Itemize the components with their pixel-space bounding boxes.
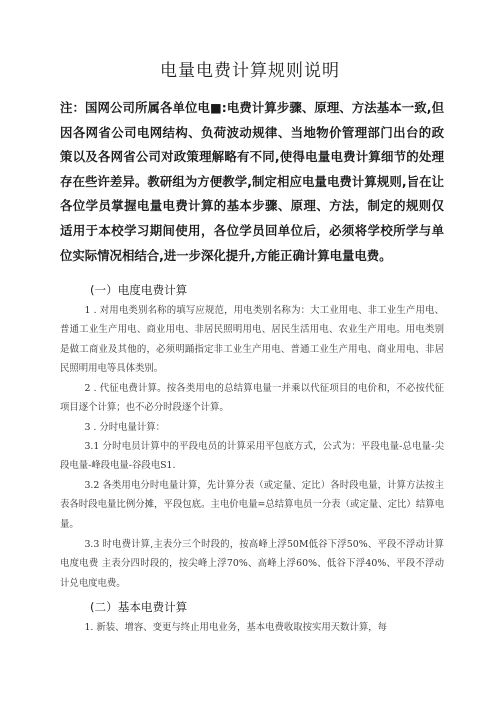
- section-heading-energy-fee: (一）电度电费计算: [90, 283, 188, 297]
- intro-note: 注：国网公司所属各单位电■:电费计算步骤、原理、方法基本一致,但因各网省公司电网结构、负荷波动规律、当地物价管理部门出台的政策以及各网省公司对政策理解略有不同,使得电量电费计算细节的处理存在些许差异。教研组为方便教学,制定相应电量电费计算规则,旨在让各位学员掌握电量电费计算的基本步骤、原理、方法，制定的规则仅适用于本校学习期间使用，各位学员回单位后，必须将学校所学与单位实际情况相结合,进一步深化提升,方能正确计算电量电费。: [60, 100, 444, 263]
- paragraph-sub-meter-split: 3.2 各类用电分时电量计算，先计算分表（或定量、定比）各时段电量，计算方法按主表各时段电量比例分摊，平段包底。主电价电量=总结算电员一分表（或定量、定比）结算电量。: [60, 480, 444, 530]
- paragraph-surcharge-calculation: 2 . 代征电费计算。按各类用电的总结算电量一并乘以代征项目的电价和，不必按代征项目逐个计算；也不必分时段逐个计算。: [60, 383, 444, 414]
- paragraph-usage-category: 1 . 对用电类别名称的填写应规范，用电类别名称为：大工业用电、非工业生产用电、普通工业生产用电、商业用电、非居民照明用电、居民生活用电、农业生产用电。用电类别是做工商业及其他的，必须明踊指定非工业生产用电、普通工业生产用电、商业用电、非居民照明用电等具体类别。: [60, 305, 444, 375]
- paragraph-time-of-use-fee: 3.3 时电费计算,主表分三个时段的，按高峰上浮50M低谷下浮50%、平段不浮动计算电度电费 主表分四时段的，按尖峰上浮70%、高峰上浮60%、低谷下浮40%、平段不浮动计兑电度电费。: [60, 539, 444, 589]
- paragraph-time-of-use-heading: 3 . 分时电量计算：: [84, 422, 165, 433]
- section-heading-basic-fee: (二）基本电费计算: [90, 600, 188, 614]
- document-title: 电量电费计算规则说明: [160, 61, 340, 81]
- paragraph-new-install: 1. 新装、增容、变更与终止用电业务，基本电费收取按实用天数计算，每: [84, 622, 387, 633]
- paragraph-flat-period: 3.1 分时电员计算中的平段电员的计算采用平包底方式，公式为：平段电量-总电量-尖段电量-峰段电量-谷段电S1.: [60, 441, 444, 472]
